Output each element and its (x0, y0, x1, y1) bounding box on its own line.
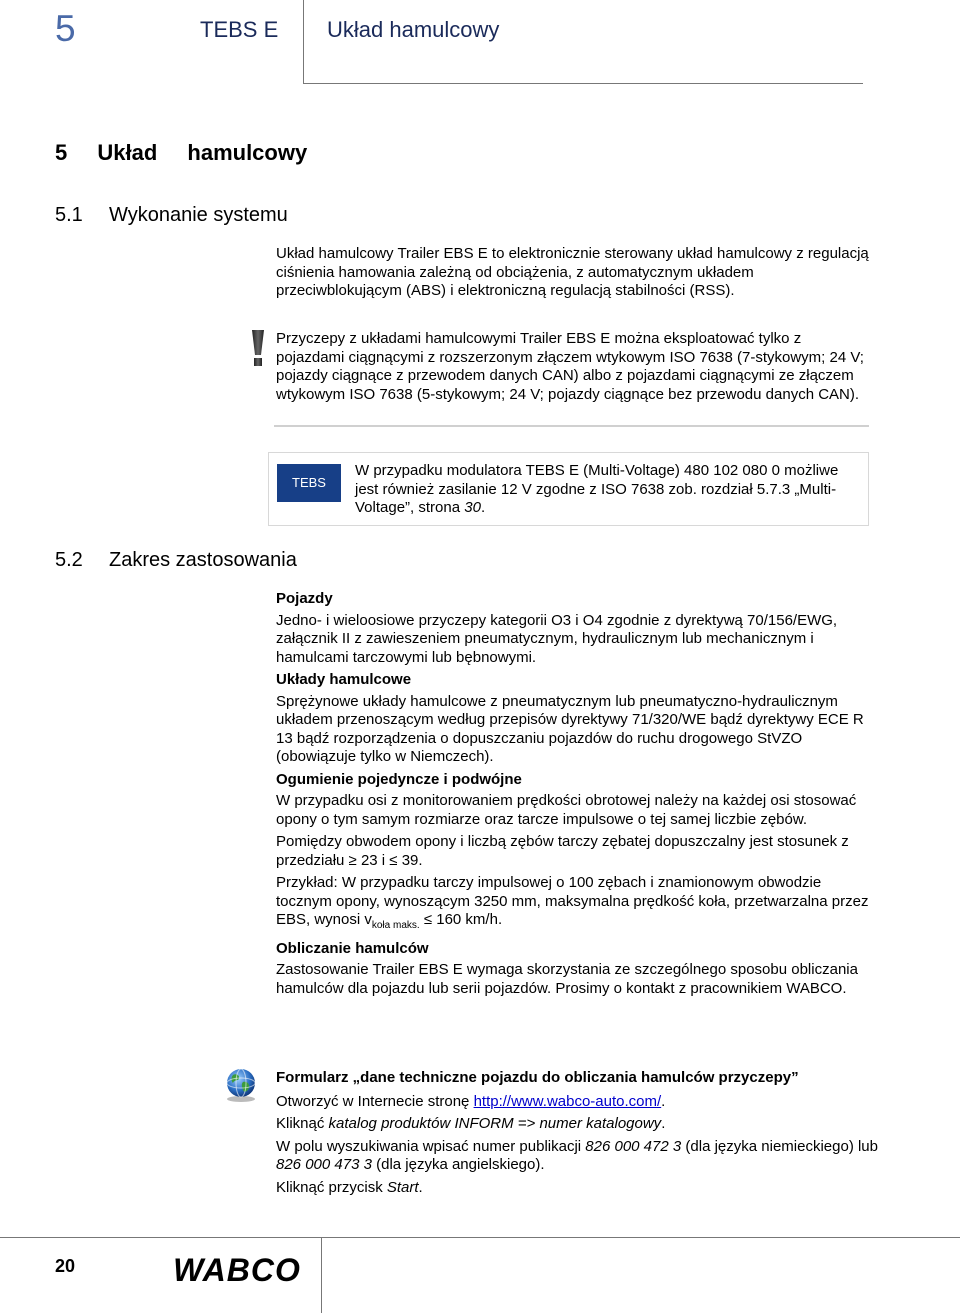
header-rule (303, 83, 863, 84)
tyres-example-text: Przykład: W przypadku tarczy impulsowej o 100 zębach i znamionowym obwodzie tocznym opony, wynoszącym 3250 mm, maksymalna prędkość koła, przetwarzalna przez EBS, wynosi v (276, 874, 869, 928)
intro-text: Układ hamulcowy Trailer EBS E to elektronicznie sterowany układ hamulcowy z regulacją ciśnienia hamowania zależną od obciążenia, z automatycznym układem przeciwblokującym (ABS) i elektroniczną regulacją stabilności (RSS). (276, 245, 869, 299)
brakes-heading: Układy hamulcowe (276, 671, 412, 688)
wabco-logo (167, 1252, 307, 1286)
version-badge: TEBS E1.5 (277, 464, 341, 502)
form-info-heading: Formularz „dane techniczne pojazdu do obliczania hamulców przyczepy” (276, 1069, 799, 1086)
section-5-2-body (276, 590, 876, 1002)
form-line3-mid: (dla języka niemieckiego) lub (681, 1137, 878, 1155)
footer-rule (0, 1237, 960, 1238)
footer-divider (321, 1237, 322, 1313)
calc-text: Zastosowanie Trailer EBS E wymaga skorzystania ze szczególnego sposobu obliczania hamulców dla pojazdu lub serii pojazdów. Prosimy o kontakt z pracownikiem WABCO. (276, 961, 858, 997)
wabco-link[interactable]: http://www.wabco-auto.com/ (473, 1092, 662, 1110)
form-line2-em: katalog produktów INFORM => numer katalogowy (328, 1115, 662, 1132)
section-title: Wykonanie systemu (109, 204, 288, 226)
version-note-text (355, 462, 855, 518)
section-5-2-heading (55, 549, 297, 572)
form-info-line-4 (276, 1179, 896, 1198)
section-title: Zakres zastosowania (109, 549, 297, 571)
form-line1-post: . (661, 1092, 666, 1110)
warning-underline (274, 425, 869, 427)
form-line1-pre: Otworzyć w Internecie stronę (276, 1092, 474, 1110)
form-line4-pre: Kliknąć przycisk (276, 1178, 387, 1196)
section-number: 5.2 (55, 549, 83, 571)
form-info-line-1 (276, 1093, 896, 1112)
brakes-text: Sprężynowe układy hamulcowe z pneumatycznym lub pneumatyczno-hydraulicznym układem przenoszącym według przepisów dyrektywy 71/320/WE bądź dyrektywy ECE R 13 bądź rozporządzenia o dopuszczaniu pojazdów do ruchu drogowego StVZO (obowiązuje tylko w Niemczech). (276, 692, 864, 765)
start-label: Start (386, 1178, 419, 1196)
form-line4-post: . (418, 1178, 423, 1196)
tyres-heading: Ogumienie pojedyncze i podwójne (276, 770, 522, 788)
logo-text: WABCO (173, 1252, 301, 1286)
version-note-end: . (480, 499, 486, 516)
header-chapter-title: Układ hamulcowy (327, 17, 500, 42)
chapter-title: Układ hamulcowy (97, 140, 308, 165)
tyres-example-subscript: koła maks. (371, 920, 420, 931)
intro-paragraph (276, 245, 876, 301)
vehicles-heading: Pojazdy (276, 590, 333, 607)
globe-icon (222, 1067, 260, 1103)
exclamation-icon (243, 328, 273, 368)
section-number: 5.1 (55, 204, 83, 226)
publication-number-de: 826 000 472 3 (585, 1137, 682, 1155)
calc-heading: Obliczanie hamulców (276, 939, 429, 957)
form-line3-post: (dla języka angielskiego). (371, 1156, 545, 1173)
vehicles-text: Jedno- i wieloosiowe przyczepy kategorii O3 i O4 zgodnie z dyrektywą 70/156/EWG, załącznik II z zawieszeniem pneumatycznym, hydraulicznym lub mechanicznym i hamulcami tarczowymi lub bębnowymi. (276, 611, 838, 666)
chapter-heading (55, 140, 307, 166)
tyres-example-end: ≤ 160 km/h. (419, 911, 503, 928)
tyres-text-1: W przypadku osi z monitorowaniem prędkości obrotowej należy na każdej osi stosować opony o tym samym rozmiarze oraz tarcze impulsowe o tej samej liczbie zębów. (276, 792, 857, 828)
warning-text-block (276, 330, 866, 404)
warning-text: Przyczepy z układami hamulcowymi Trailer EBS E można eksploatować tylko z pojazdami ciągnącymi z rozszerzonym złączem wtykowym ISO 7638 (7-stykowym; 24 V; pojazdy ciągnące z przewodem danych CAN) albo z pojazdami ciągnącymi ze złączem wtykowym ISO 7638 (5-stykowym; 24 V; pojazdy ciągnące bez przewodu danych CAN). (276, 330, 864, 403)
form-line3-pre: W polu wyszukiwania wpisać numer publikacji (276, 1137, 586, 1155)
page-number: 20 (55, 1256, 76, 1276)
form-info (276, 1069, 896, 1201)
header-chapter-number: 5 (55, 8, 76, 49)
tyres-example (276, 874, 876, 936)
header-divider (303, 0, 304, 83)
version-note-body: W przypadku modulatora TEBS E (Multi-Voltage) 480 102 080 0 możliwe jest również zasilanie 12 V zgodne z ISO 7638 zob. rozdział 5.7.3 „Multi-Voltage”, strona (355, 462, 839, 516)
version-note-page: 30 (464, 499, 481, 516)
form-line2-post: . (661, 1115, 666, 1132)
form-info-line-3 (276, 1138, 896, 1175)
tyres-text-2: Pomiędzy obwodem opony i liczbą zębów tarczy zębatej dopuszczalny jest stosunek z przedziału ≥ 23 i ≤ 39. (276, 833, 849, 869)
version-note (268, 452, 869, 526)
header-doc-name: TEBS E (200, 17, 279, 42)
warning-note (236, 326, 869, 427)
publication-number-en: 826 000 473 3 (276, 1156, 372, 1173)
form-line2-pre: Kliknąć (276, 1115, 329, 1132)
section-5-1-heading (55, 204, 288, 227)
form-info-line-2 (276, 1115, 896, 1134)
chapter-number: 5 (55, 140, 68, 165)
